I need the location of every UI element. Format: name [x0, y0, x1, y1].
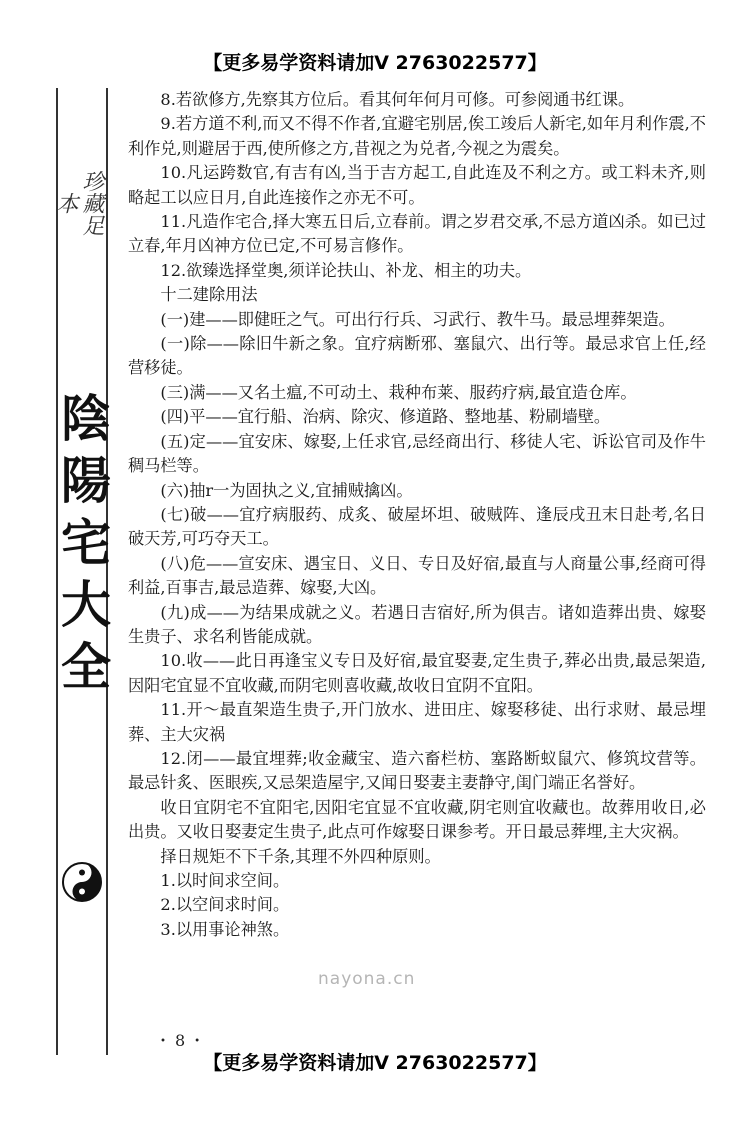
paragraph: 11.开～最直架造生贵子,开门放水、进田庄、嫁娶移徒、出行求财、最忌埋葬、主大灾祸	[128, 700, 706, 744]
spine-title: 陰陽宅大全	[53, 392, 112, 702]
watermark: nayona.cn	[318, 969, 416, 989]
paragraph: (九)成——为结果成就之义。若遇日吉宿好,所为俱吉。诸如造葬出贵、嫁娶生贵子、求名利皆能成就。	[128, 602, 706, 646]
paragraph: (一)除——除旧牛新之象。宜疗病断邪、塞鼠穴、出行等。最忌求官上任,经营移徒。	[128, 334, 706, 378]
paragraph: (三)满——又名土瘟,不可动土、栽种布莱、服药疗病,最宜造仓库。	[160, 382, 637, 402]
paragraph: (七)破——宜疗病服药、成炙、破屋坏坦、破贼阵、逢辰戌丑末日赴考,名日破天芳,可巧夺天工。	[128, 504, 706, 549]
paragraph: (五)定——宜安床、嫁娶,上任求官,忌经商出行、移徒人宅、诉讼官司及作牛稠马栏等。	[128, 431, 706, 476]
paragraph: 8.若欲修方,先察其方位后。看其何年何月可修。可参阅通书红课。	[160, 90, 635, 109]
paragraph: 12.欲臻选择堂奥,须详论扶山、补龙、相主的功夫。	[160, 260, 532, 280]
paragraph: (六)抽r一为固执之义,宜捕贼擒凶。	[160, 480, 413, 500]
bottom-banner: 【更多易学资料请加V 2763022577】	[203, 1052, 547, 1074]
paragraph: 收日宜阴宅不宜阳宅,因阳宅宜显不宜收藏,阴宅则宜收藏也。故葬用收日,必出贵。又收日娶妻定生贵子,此点可作嫁娶日课参考。开日最忌葬埋,主大灾祸。	[128, 797, 706, 842]
paragraph: 12.闭——最宜埋葬;收金藏宝、造六畜栏枋、塞路断蚁鼠穴、修筑坟营等。最忌针炙、医眼疾,又忌架造屋宇,又闻日娶妻主妻静守,闺门端正名誉好。	[128, 748, 706, 793]
paragraph: 10.收——此日再逢宝义专日及好宿,最宜娶妻,定生贵子,葬必出贵,最忌架造,因阳宅宜显不宜收藏,而阴宅则喜收藏,故收日宜阴不宜阳。	[128, 651, 706, 695]
paragraph: (八)危——宣安床、遇宝日、义日、专日及好宿,最直与人商量公事,经商可得利益,百事吉,最忌造葬、嫁娶,大凶。	[128, 553, 706, 598]
section-heading: 十二建除用法	[160, 285, 258, 305]
page-number: ・8・	[155, 1031, 210, 1050]
paragraph: 10.凡运跨数官,有吉有凶,当于吉方起工,自此连及不利之方。或工料未齐,则略起工以应日月,自此连接作之亦无不可。	[128, 163, 706, 207]
paragraph: (四)平——宜行船、治病、除灾、修道路、整地基、粉刷墙壁。	[160, 407, 611, 427]
list-item: 3.以用事论神煞。	[160, 919, 290, 939]
top-banner: 【更多易学资料请加V 2763022577】	[203, 52, 547, 74]
seal-calligraphy: 珍藏足本	[53, 170, 104, 236]
list-item: 1.以时间求空间。	[160, 871, 290, 890]
paragraph: 9.若方道不利,而又不得不作者,宜避宅别居,俟工竣后人新宅,如年月利作震,不利作兑,则避居于西,使所修之方,昔视之为兑者,今视之为震矣。	[128, 114, 706, 158]
paragraph: 择日规矩不下千条,其理不外四种原则。	[160, 846, 441, 866]
list-item: 2.以空间求时间。	[160, 895, 290, 915]
body-text	[128, 88, 706, 942]
paragraph: 11.凡造作宅合,择大寒五日后,立春前。谓之岁君交承,不忌方道凶杀。如已过立春,年月凶神方位已定,不可易言修作。	[128, 212, 706, 256]
taiji-icon	[62, 862, 102, 902]
paragraph: (一)建——即健旺之气。可出行行兵、习武行、教牛马。最忌埋葬架造。	[160, 309, 675, 329]
